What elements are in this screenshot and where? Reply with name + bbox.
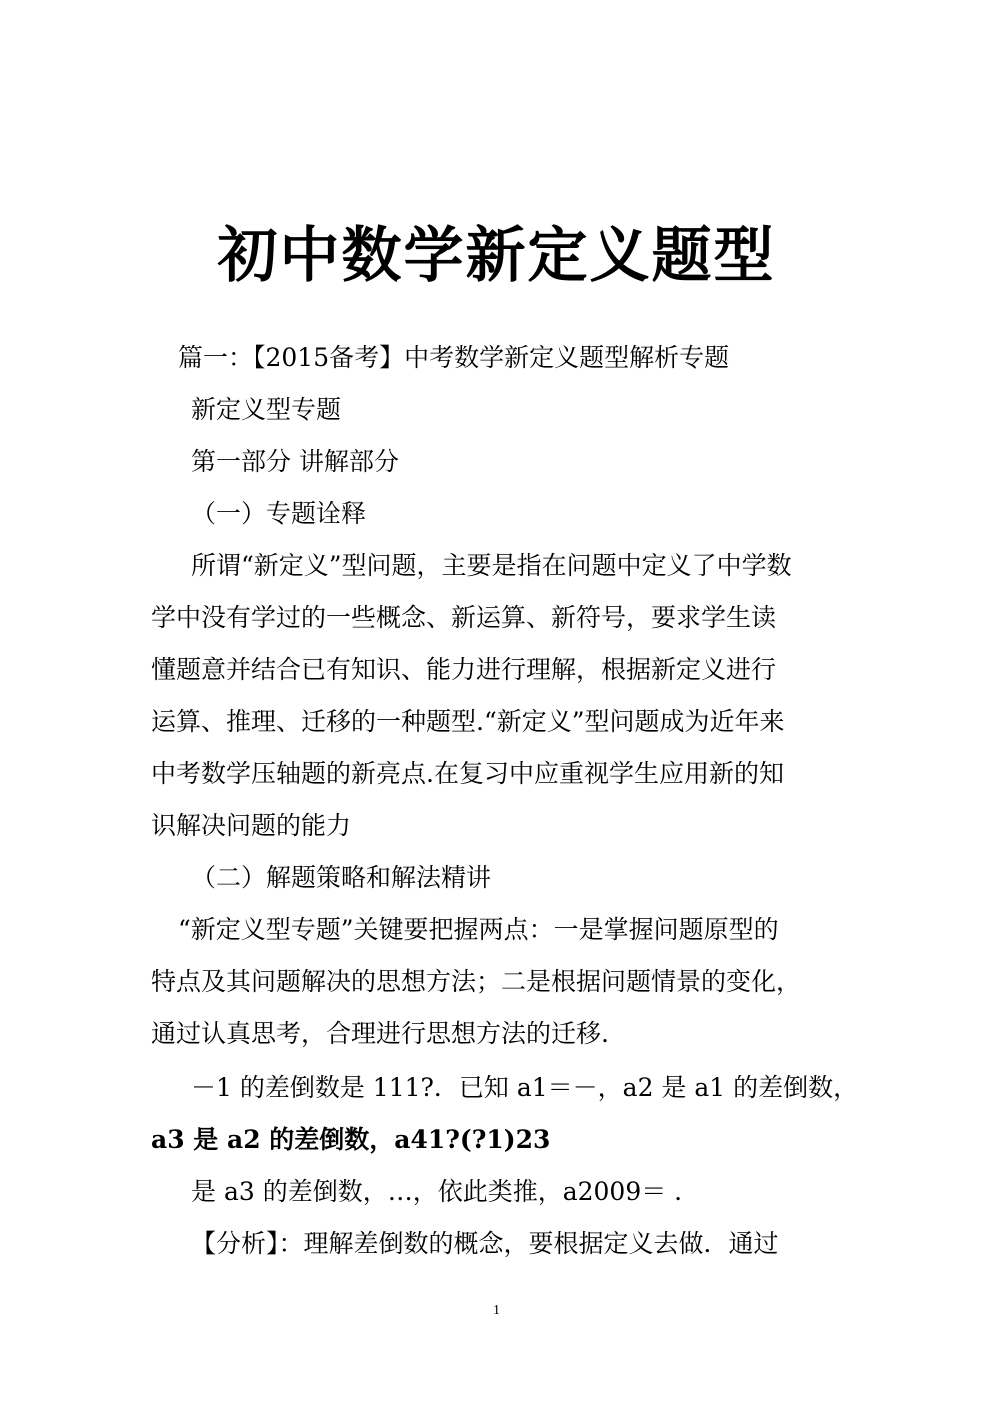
text-line-12: “新定义型专题”关键要把握两点：一是掌握问题原型的 [178, 915, 779, 944]
text-line-18: 【分析】：理解差倒数的概念，要根据定义去做．通过 [191, 1229, 779, 1258]
text-line-16: a3 是 a2 的差倒数，a41?(?1)23 [151, 1125, 551, 1154]
text-line-5: 所谓“新定义”型问题，主要是指在问题中定义了中学数 [191, 551, 792, 580]
text-line-3: 第一部分 讲解部分 [191, 447, 399, 476]
text-line-10: 识解决问题的能力 [151, 811, 352, 840]
text-line-8: 运算、推理、迁移的一种题型.“新定义”型问题成为近年来 [151, 707, 785, 736]
text-line-9: 中考数学压轴题的新亮点.在复习中应重视学生应用新的知 [151, 759, 784, 788]
text-line-2: 新定义型专题 [191, 395, 342, 424]
text-line-7: 懂题意并结合已有知识、能力进行理解，根据新定义进行 [151, 655, 777, 684]
page-number: 1 [493, 1303, 500, 1318]
text-line-1: 篇一：【2015备考】中考数学新定义题型解析专题 [178, 343, 730, 372]
text-line-11: （二）解题策略和解法精讲 [191, 863, 492, 892]
text-line-17: 是 a3 的差倒数，…，依此类推，a2009＝ . [191, 1177, 683, 1206]
document-title: 初中数学新定义题型 [217, 221, 776, 292]
text-line-14: 通过认真思考，合理进行思想方法的迁移. [151, 1019, 609, 1048]
text-line-15: －1 的差倒数是 111?．已知 a1＝－，a2 是 a1 的差倒数， [191, 1073, 859, 1102]
text-line-4: （一）专题诠释 [191, 499, 367, 528]
text-line-6: 学中没有学过的一些概念、新运算、新符号，要求学生读 [151, 603, 777, 632]
text-line-13: 特点及其问题解决的思想方法；二是根据问题情景的变化， [151, 967, 802, 996]
